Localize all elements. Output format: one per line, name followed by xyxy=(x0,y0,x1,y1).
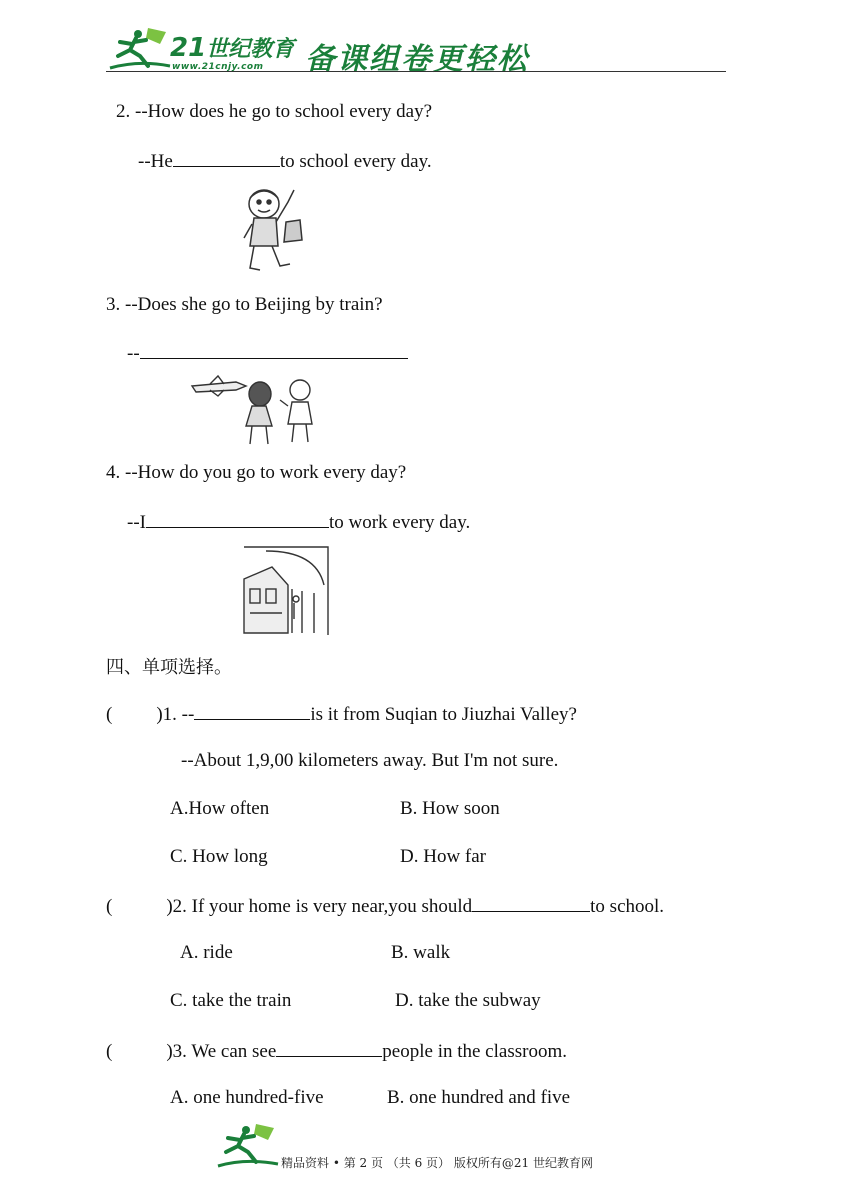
answer-3-prefix: -- xyxy=(127,343,140,364)
answer-4-suffix: to work every day. xyxy=(328,512,471,533)
mc-2-stem-pre: 2. If your home is very near,you should xyxy=(172,896,473,917)
mc-1-stem-post: is it from Suqian to Jiuzhai Valley? xyxy=(310,704,577,725)
mc-2-option-b[interactable]: B. walk xyxy=(391,942,451,963)
answer-paren-open-2: ( xyxy=(106,896,113,917)
header-divider xyxy=(106,71,726,72)
mc-3-blank[interactable] xyxy=(276,1038,382,1057)
brand-name: 世纪教育 xyxy=(206,37,295,62)
mc-2-option-c[interactable]: C. take the train xyxy=(170,990,292,1011)
answer-paren-close-1: ) xyxy=(156,704,163,725)
mc-2-option-d[interactable]: D. take the subway xyxy=(395,990,541,1011)
answer-3-blank[interactable] xyxy=(140,340,408,359)
boy-walking-picture xyxy=(240,182,310,280)
mc-1-option-c[interactable]: C. How long xyxy=(170,846,268,867)
answer-2-suffix: to school every day. xyxy=(279,151,432,172)
footer-runner-logo-icon xyxy=(216,1122,280,1168)
footer-text: 精品资料 • 第 2 页 （共 6 页） 版权所有@21 世纪教育网 xyxy=(281,1156,593,1170)
mc-3-stem-post: people in the classroom. xyxy=(382,1041,567,1062)
question-2: 2. --How does he go to school every day? xyxy=(116,101,433,122)
mc-1-option-a[interactable]: A.How often xyxy=(170,798,270,819)
mc-3-option-a[interactable]: A. one hundred-five xyxy=(170,1087,324,1108)
mc-item-1 xyxy=(106,701,577,727)
header-slogan: 备课组卷更轻松 xyxy=(305,42,529,77)
answer-4-blank[interactable] xyxy=(146,509,329,528)
answer-paren-close-3: ) xyxy=(166,1041,173,1062)
answer-paren-open-3: ( xyxy=(106,1041,113,1062)
mc-2-stem-post: to school. xyxy=(590,896,665,917)
answer-4-prefix: --I xyxy=(127,512,146,533)
mc-2-blank[interactable] xyxy=(472,893,590,912)
question-4: 4. --How do you go to work every day? xyxy=(106,462,407,483)
brand-url: www.21cnjy.com xyxy=(172,62,264,72)
answer-2 xyxy=(138,148,432,174)
answer-paren-close-2: ) xyxy=(166,896,173,917)
mc-1-blank[interactable] xyxy=(194,701,310,720)
mc-2-option-a[interactable]: A. ride xyxy=(180,942,233,963)
mc-3-option-b[interactable]: B. one hundred and five xyxy=(387,1087,571,1108)
mc-1-sub: --About 1,9,00 kilometers away. But I'm not sure. xyxy=(181,750,559,771)
mc-3-stem-pre: 3. We can see xyxy=(172,1041,277,1062)
runner-logo-icon xyxy=(108,26,172,70)
mc-1-option-d[interactable]: D. How far xyxy=(400,846,487,867)
mc-item-3 xyxy=(106,1038,567,1064)
plane-and-children-picture xyxy=(188,372,324,450)
section-4-title: 四、单项选择。 xyxy=(106,657,232,678)
answer-3 xyxy=(127,340,408,366)
answer-4 xyxy=(127,509,470,535)
mc-1-stem-pre: 1. -- xyxy=(162,704,195,725)
mc-1-option-b[interactable]: B. How soon xyxy=(400,798,500,819)
train-station-picture xyxy=(236,545,330,637)
brand-number: 21 xyxy=(170,33,207,63)
question-3: 3. --Does she go to Beijing by train? xyxy=(106,294,383,315)
answer-paren-open-1: ( xyxy=(106,704,113,725)
mc-item-2 xyxy=(106,893,664,919)
answer-2-blank[interactable] xyxy=(173,148,280,167)
answer-2-prefix: --He xyxy=(138,151,173,172)
